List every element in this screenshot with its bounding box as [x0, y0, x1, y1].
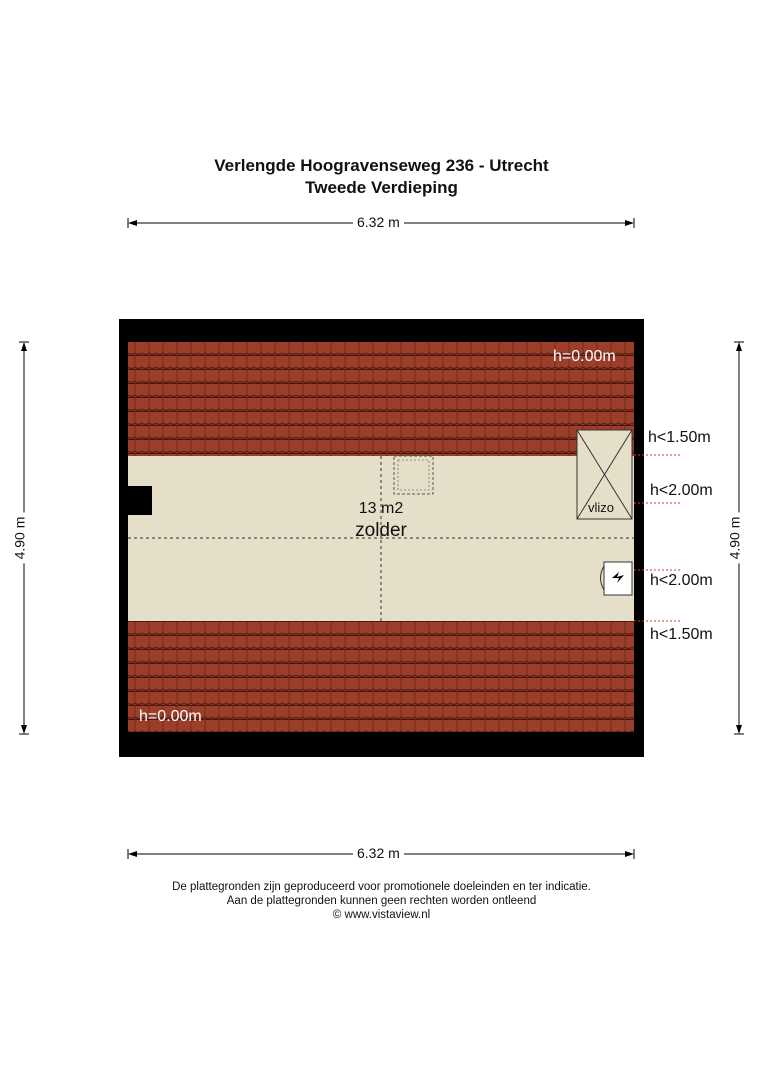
height-label-right-3: h<2.00m [650, 572, 713, 589]
dim-label-right: 4.90 m [726, 513, 742, 564]
dim-label-left: 4.90 m [11, 513, 27, 564]
height-label-top-roof: h=0.00m [553, 348, 616, 365]
height-label-bottom-roof: h=0.00m [139, 708, 202, 725]
footer-disclaimer-2: Aan de plattegronden kunnen geen rechten worden ontleend [226, 895, 537, 907]
plan-floor-title: Tweede Verdieping [305, 178, 458, 197]
height-label-right-4: h<1.50m [650, 626, 713, 643]
chimney-block [128, 486, 152, 515]
room-name: zolder [355, 520, 407, 541]
dim-label-top: 6.32 m [353, 214, 404, 230]
footer-disclaimer-1: De plattegronden zijn geproduceerd voor promotionele doeleinden en ter indicatie. [172, 881, 591, 893]
height-label-right-2: h<2.00m [650, 482, 713, 499]
plan-address-title: Verlengde Hoogravenseweg 236 - Utrecht [214, 156, 549, 175]
roof-bottom [128, 621, 634, 732]
vlizo-label: vlizo [588, 500, 615, 515]
boiler-unit [604, 562, 632, 595]
footer-copyright: © www.vistaview.nl [332, 909, 431, 921]
dim-label-bottom: 6.32 m [353, 845, 404, 861]
room-area: 13 m2 [358, 500, 404, 517]
height-label-right-1: h<1.50m [648, 429, 711, 446]
